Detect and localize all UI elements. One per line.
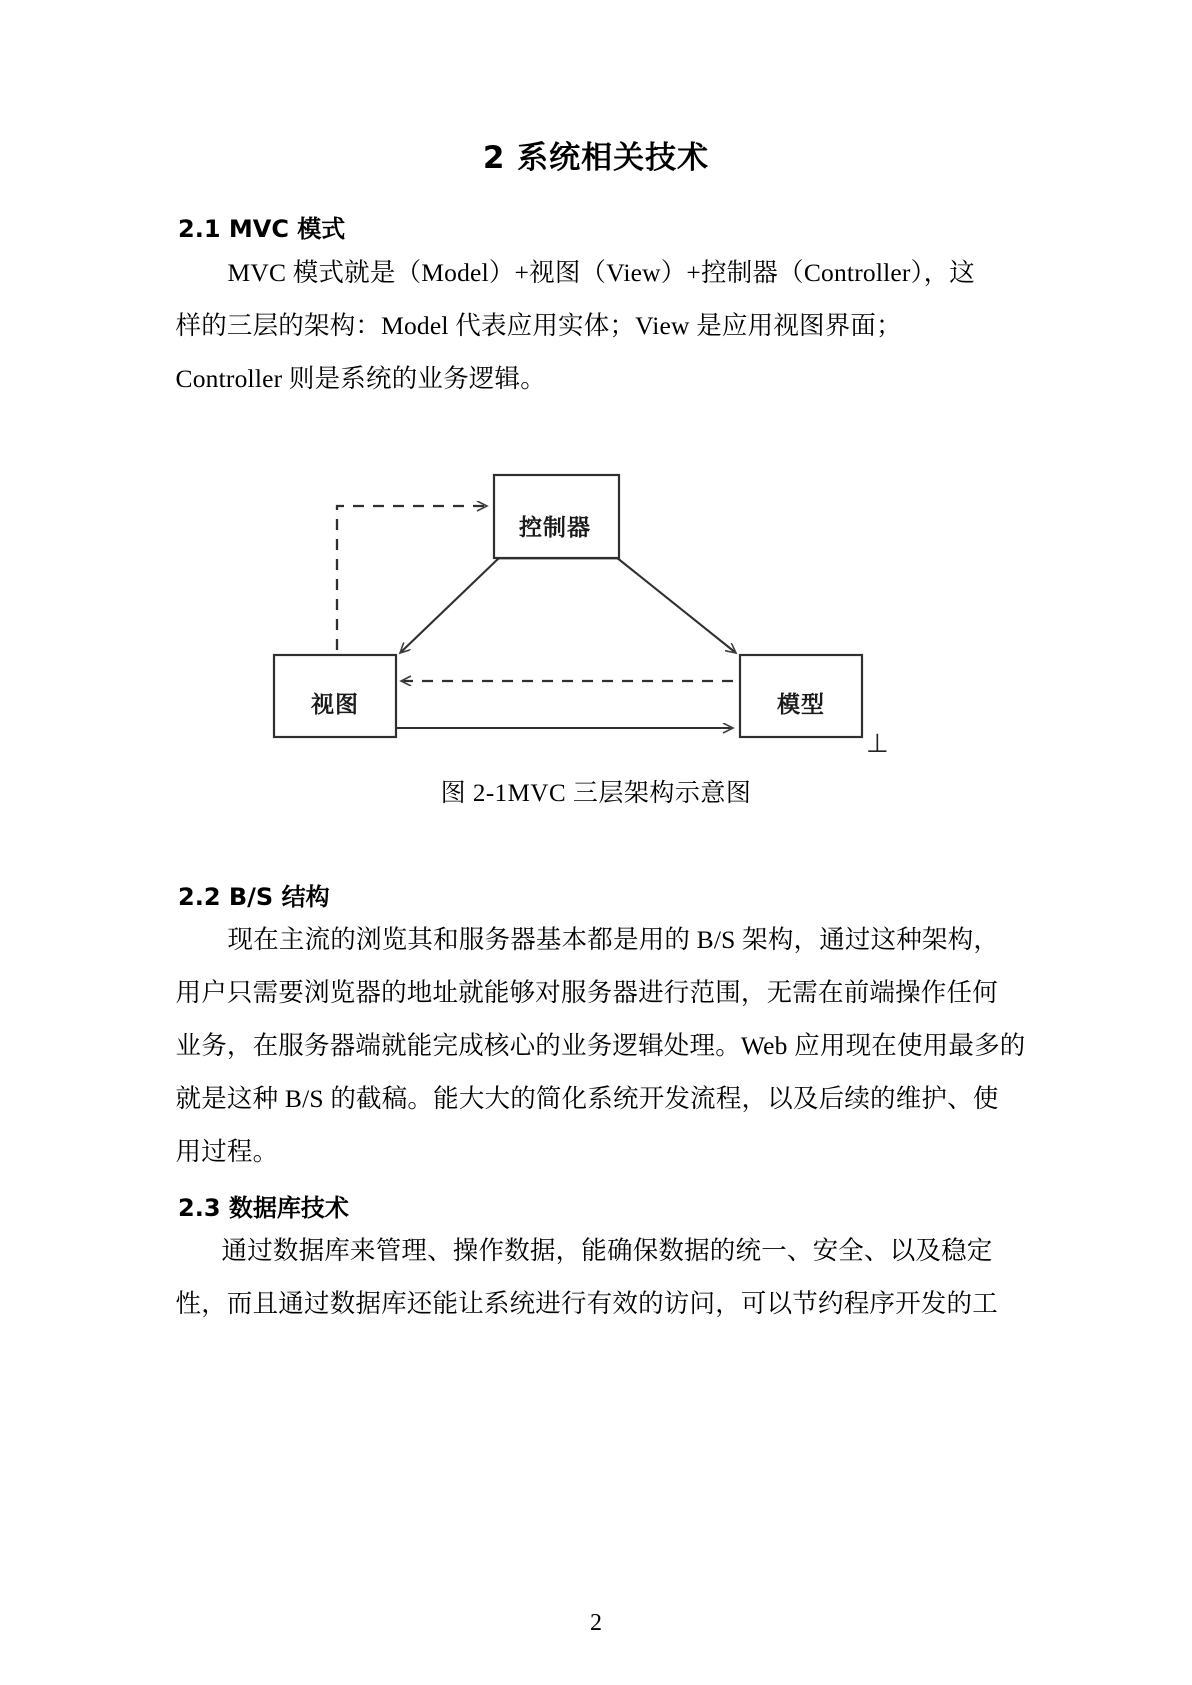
page-number: 2 (590, 1610, 602, 1636)
figure-mvc-architecture (0, 453, 1192, 763)
section-heading-mvc: 2.1 MVC 模式 (178, 215, 346, 244)
paragraph-line: 现在主流的浏览其和服务器基本都是用的 B/S 架构，通过这种架构， (227, 924, 1000, 954)
section-heading-bs: 2.2 B/S 结构 (178, 882, 330, 911)
paragraph-line: 样的三层的架构：Model 代表应用实体；View 是应用视图界面； (175, 310, 902, 340)
paragraph-line: 就是这种 B/S 的截稿。能大大的简化系统开发流程，以及后续的维护、使 (175, 1083, 999, 1113)
section-heading-db: 2.3 数据库技术 (178, 1193, 349, 1222)
model-node-label: 模型 (777, 691, 825, 718)
paragraph-line: 用户只需要浏览器的地址就能够对服务器进行范围，无需在前端操作任何 (175, 977, 998, 1007)
paragraph-db (169, 1224, 1024, 1330)
paragraph-line: 业务，在服务器端就能完成核心的业务逻辑处理。Web 应用现在使用最多的 (175, 1030, 1026, 1060)
paragraph-line: MVC 模式就是（Model）+视图（View）+控制器（Controller），这 (227, 257, 975, 287)
paragraph-line: 用过程。 (175, 1136, 279, 1166)
spacer (0, 809, 1192, 873)
paragraph-line: 通过数据库来管理、操作数据，能确保数据的统一、安全、以及稳定 (221, 1236, 993, 1266)
page-title: 2 系统相关技术 (482, 140, 710, 176)
edge-controller-to-model (616, 557, 736, 653)
paragraph-bs (169, 913, 1024, 1178)
paragraph-line: 性，而且通过数据库还能让系统进行有效的访问，可以节约程序开发的工 (175, 1289, 998, 1319)
paragraph-line: Controller 则是系统的业务逻辑。 (175, 363, 546, 393)
edge-controller-to-view (400, 557, 500, 653)
controller-node-label: 控制器 (519, 514, 591, 541)
perpendicular-mark-icon: ⊥ (866, 728, 889, 758)
view-node-label: 视图 (311, 691, 359, 718)
figure-caption: 图 2-1MVC 三层架构示意图 (440, 779, 752, 807)
paragraph-mvc (169, 246, 1024, 405)
mvc-diagram-svg (0, 453, 1192, 763)
